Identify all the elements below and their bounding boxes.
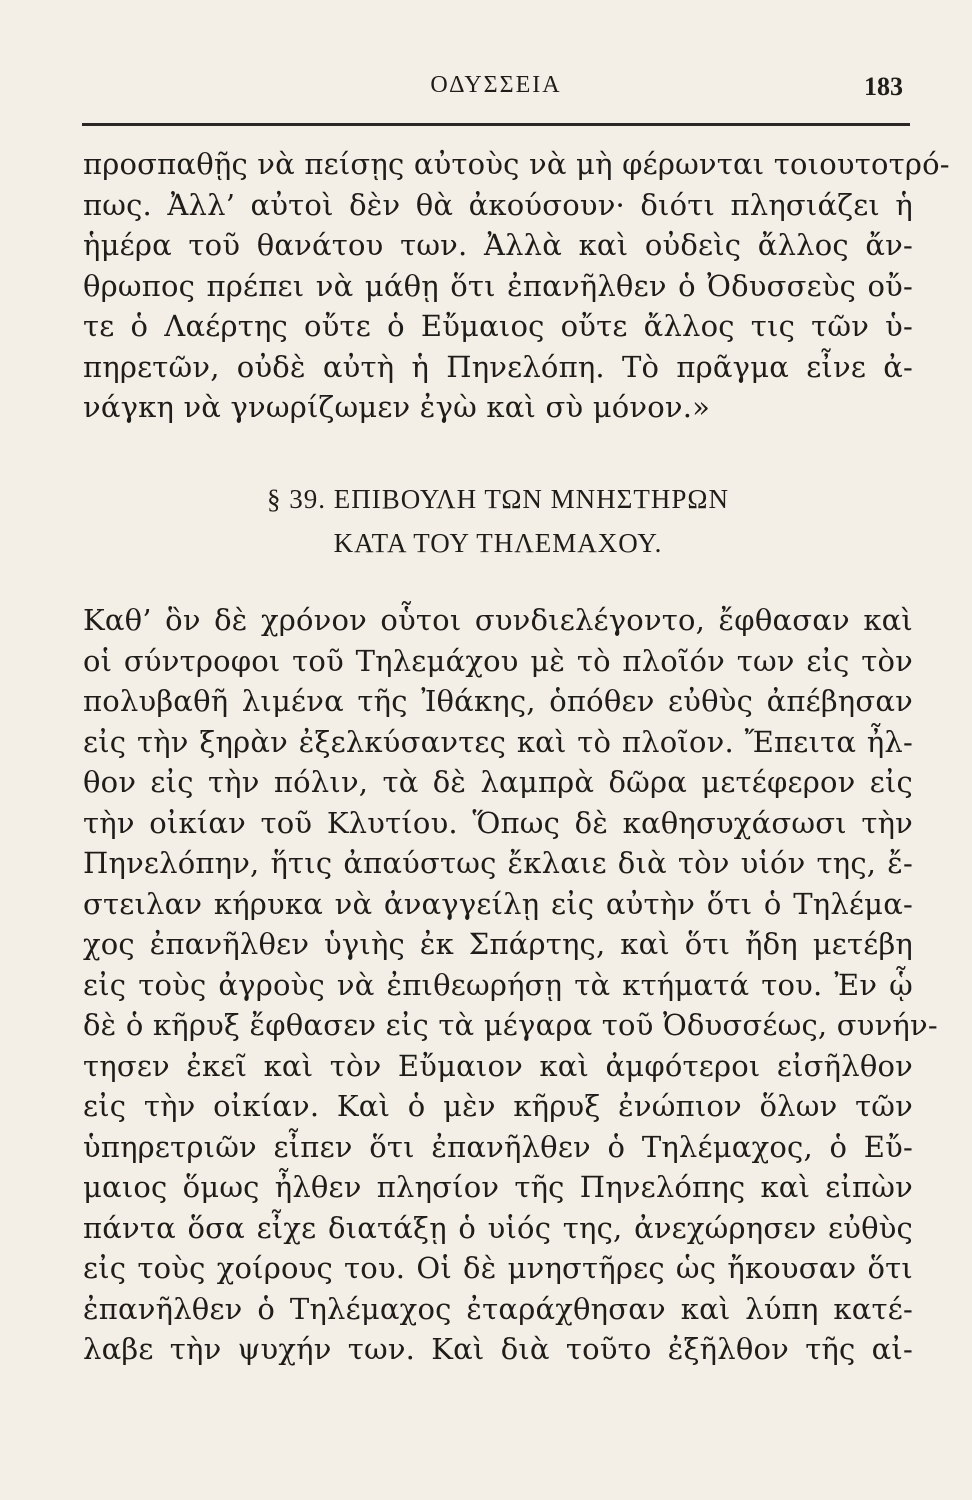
running-head [85,72,907,108]
text-line: Καθ’ ὃν δὲ χρόνον οὗτοι συνδιελέγοντο, ἔφθασαν καὶ [83,603,913,637]
section-heading-line-1: § 39. ΕΠΙΒΟΥΛΗ ΤΩΝ ΜΝΗΣΤΗΡΩΝ [267,484,729,514]
text-line: πολυβαθῆ λιμένα τῆς Ἰθάκης, ὁπόθεν εὐθὺς ἀπέβησαν [83,684,913,718]
text-line: Πηνελόπην, ἥτις ἀπαύστως ἔκλαιε διὰ τὸν υἱόν της, ἔ- [83,846,913,880]
text-line: τὴν οἰκίαν τοῦ Κλυτίου. Ὅπως δὲ καθησυχάσωσι τὴν [83,805,913,840]
text-line: εἰς τοὺς ἀγροὺς νὰ ἐπιθεωρήσῃ τὰ κτήματά του. Ἐν ᾧ [83,967,913,1002]
text-line: δὲ ὁ κῆρυξ ἔφθασεν εἰς τὰ μέγαρα τοῦ Ὀδυσσέως, συνήν- [83,1008,938,1042]
header-rule [82,123,910,126]
text-line: εἰς τὴν ξηρὰν ἐξελκύσαντες καὶ τὸ πλοῖον. Ἔπειτα ἦλ- [83,724,913,759]
text-line: πηρετῶν, οὐδὲ αὐτὴ ἡ Πηνελόπη. Τὸ πρᾶγμα εἶνε ἀ- [83,349,913,384]
body-paragraph [83,600,938,1370]
top-paragraph [83,144,950,428]
text-line: εἰς τὴν οἰκίαν. Καὶ ὁ μὲν κῆρυξ ἐνώπιον ὅλων τῶν [83,1089,913,1123]
text-line: στειλαν κήρυκα νὰ ἀναγγείλῃ εἰς αὐτὴν ὅτι ὁ Τηλέμα- [83,886,913,921]
text-line: μαιος ὅμως ἦλθεν πλησίον τῆς Πηνελόπης καὶ εἰπὼν [83,1170,913,1204]
text-line: χος ἐπανῆλθεν ὑγιὴς ἐκ Σπάρτης, καὶ ὅτι ἤδη μετέβη [83,927,913,961]
text-line: λαβε τὴν ψυχήν των. Καὶ διὰ τοῦτο ἐξῆλθον τῆς αἰ- [83,1332,913,1366]
section-heading-line-2: ΚΑΤΑ ΤΟΥ ΤΗΛΕΜΑΧΟΥ. [333,528,663,558]
text-line: τε ὁ Λαέρτης οὔτε ὁ Εὔμαιος οὔτε ἄλλος τις τῶν ὑ- [83,309,913,343]
text-line: εἰς τοὺς χοίρους του. Οἱ δὲ μνηστῆρες ὡς ἤκουσαν ὅτι [83,1251,913,1285]
text-line: ἡμέρα τοῦ θανάτου των. Ἀλλὰ καὶ οὐδεὶς ἄλλος ἄν- [83,228,913,262]
text-line: πως. Ἀλλ’ αὐτοὶ δὲν θὰ ἀκούσουν· διότι πλησιάζει ἡ [83,187,913,222]
text-line: πάντα ὅσα εἶχε διατάξῃ ὁ υἱός της, ἀνεχώρησεν εὐθὺς [83,1210,913,1245]
page-number: 183 [864,72,903,101]
text-line: ἐπανῆλθεν ὁ Τηλέμαχος ἐταράχθησαν καὶ λύπη κατέ- [83,1291,913,1326]
text-line: τησεν ἐκεῖ καὶ τὸν Εὔμαιον καὶ ἀμφότεροι εἰσῆλθον [83,1048,913,1083]
text-line: θρωπος πρέπει νὰ μάθῃ ὅτι ἐπανῆλθεν ὁ Ὀδυσσεὺς οὔ- [83,268,913,303]
text-line: οἱ σύντροφοι τοῦ Τηλεμάχου μὲ τὸ πλοῖόν των εἰς τὸν [83,643,913,678]
section-heading [83,477,913,565]
running-title: ΟΔΥΣΣΕΙΑ [430,72,562,98]
text-line: προσπαθῇς νὰ πείσῃς αὐτοὺς νὰ μὴ φέρωνται τοιουτοτρό- [83,147,950,181]
text-line: θον εἰς τὴν πόλιν, τὰ δὲ λαμπρὰ δῶρα μετέφερον εἰς [83,765,913,799]
text-line: ὑπηρετριῶν εἶπεν ὅτι ἐπανῆλθεν ὁ Τηλέμαχος, ὁ Εὔ- [83,1129,913,1164]
text-line: νάγκη νὰ γνωρίζωμεν ἐγὼ καὶ σὺ μόνον.» [83,390,711,424]
